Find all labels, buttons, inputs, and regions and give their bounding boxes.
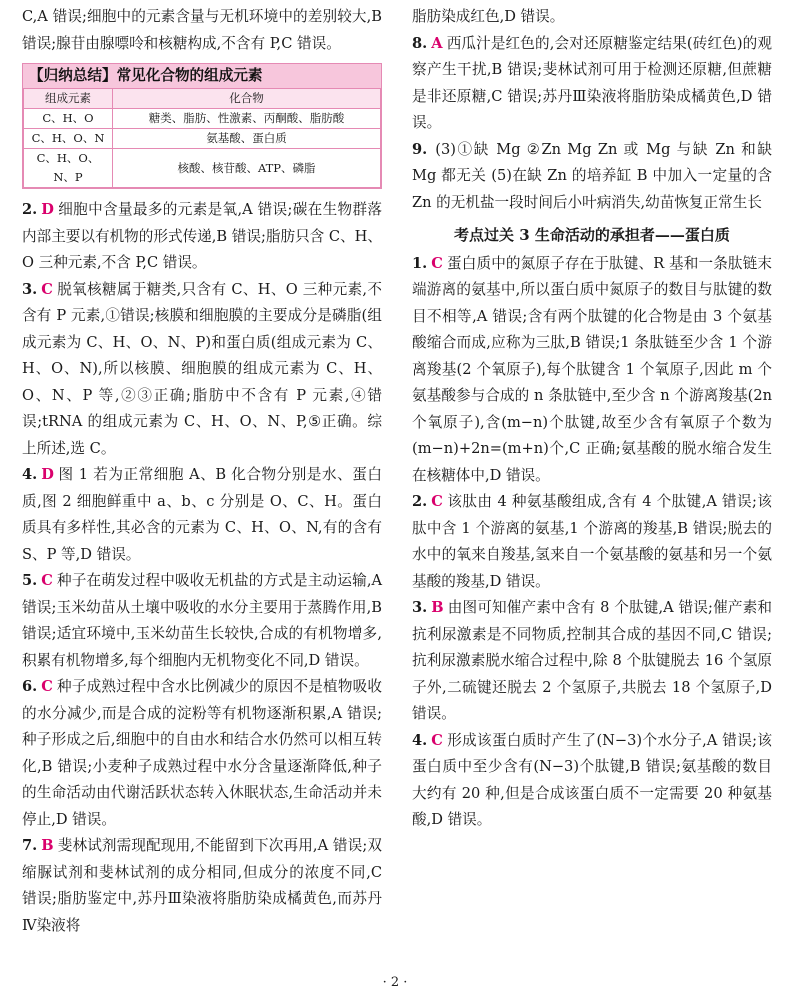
table-cell-compound: 糖类、脂肪、性激素、丙酮酸、脂肪酸: [113, 109, 381, 129]
explanation-text: 该肽由 4 种氨基酸组成,含有 4 个肽键,A 错误;该肽中含 1 个游离的氨基,1 个游离的羧基,B 错误;脱去的水中的氧来自羧基,氢来自一个氨基酸的氨基和另一个氨基酸的羧基,D 错误。: [412, 493, 772, 590]
question-number: 7.: [22, 837, 38, 854]
answer-letter: C: [41, 678, 53, 695]
explanation-text: 图 1 若为正常细胞 A、B 化合物分别是水、蛋白质,图 2 细胞鲜重中 a、b、c 分别是 O、C、H。蛋白质具有多样性,其必含的元素为 C、H、O、N,有的含有 S、P 等,D 错误。: [22, 466, 382, 563]
answer-item: [412, 251, 772, 490]
summary-title: 【归纳总结】常见化合物的组成元素: [23, 64, 381, 88]
answer-item: [22, 833, 382, 939]
answer-item: [412, 489, 772, 595]
right-column: [412, 4, 772, 834]
answer-item: [412, 728, 772, 834]
answer-letter: C: [41, 280, 53, 298]
intro-paragraph: C,A 错误;细胞中的元素含量与无机环境中的差别较大,B 错误;腺苷由腺嘌呤和核糖构成,不含有 P,C 错误。: [22, 8, 382, 52]
answer-item: [22, 674, 382, 833]
explanation-text: 细胞中含量最多的元素是氧,A 错误;碳在生物群落内部主要以有机物的形式传递,B 错误;脂肪只含 C、H、O 三种元素,不含 P,C 错误。: [22, 201, 382, 271]
answer-letter: D: [41, 466, 54, 483]
explanation-text: 种子成熟过程中含水比例减少的原因不是植物吸收的水分减少,而是合成的淀粉等有机物逐渐积累,A 错误;种子形成之后,细胞中的自由水和结合水仍然可以相互转化,B 错误;小麦种子成熟过程中水分含量逐渐降低,种子的生命活动由代谢活跃状态转入休眠状态,生命活动并未停止,D 错误。: [22, 678, 382, 828]
table-header-row: [24, 89, 381, 109]
answer-item: [412, 595, 772, 728]
table-row: [24, 149, 381, 188]
table-row: [24, 109, 381, 129]
question-number: 2.: [412, 493, 428, 510]
answer-letter: B: [431, 599, 444, 616]
question-number: 6.: [22, 678, 38, 695]
table-cell-element: C、H、O: [24, 109, 113, 129]
question-number: 3.: [412, 599, 428, 616]
answer-letter: C: [41, 572, 53, 589]
table-header-compound: 化合物: [113, 89, 381, 109]
question-number: 3.: [22, 280, 38, 298]
question-number: 8.: [412, 34, 428, 52]
answer-letter: D: [41, 201, 54, 218]
summary-box: [22, 63, 382, 189]
answer-letter: A: [431, 34, 443, 52]
answer-item: [22, 197, 382, 277]
table-cell-element: C、H、O、N: [24, 129, 113, 149]
table-cell-element: C、H、O、N、P: [24, 149, 113, 188]
section-title: 考点过关 3 生命活动的承担者——蛋白质: [454, 226, 730, 244]
question-number: 4.: [22, 466, 38, 483]
answer-letter: C: [431, 254, 443, 272]
explanation-text: 形成该蛋白质时产生了(N−3)个水分子,A 错误;该蛋白质中至少含有(N−3)个肽键,B 错误;氨基酸的数目大约有 20 种,但是合成该蛋白质不一定需要 20 种氨基酸,D 错误。: [412, 731, 772, 828]
explanation-text: 由图可知催产素中含有 8 个肽键,A 错误;催产素和抗利尿激素是不同物质,控制其合成的基因不同,C 错误;抗利尿激素脱水缩合过程中,除 8 个肽键脱去 16 个氢原子外,二硫键还脱去 2 个氢原子,共脱去 18 个氢原子,D 错误。: [412, 599, 772, 722]
page-number: · 2 ·: [382, 975, 408, 990]
explanation-text: 脱氧核糖属于糖类,只含有 C、H、O 三种元素,不含有 P 元素,①错误;核膜和细胞膜的主要成分是磷脂(组成元素为 C、H、O、N、P)和蛋白质(组成元素为 C、H、O、N),所以核膜、细胞膜的组成元素为 C、H、O、N、P 等,②③正确;脂肪中不含有 P 元素,④错误;tRNA 的组成元素为 C、H、O、N、P,⑤正确。综上所述,选 C。: [22, 280, 382, 457]
continuation-text: 脂肪染成红色,D 错误。: [412, 8, 565, 25]
explanation-text: 西瓜汁是红色的,会对还原糖鉴定结果(砖红色)的观察产生干扰,B 错误;斐林试剂可用于检测还原糖,但蔗糖是非还原糖,C 错误;苏丹Ⅲ染液将脂肪染成橘黄色,D 错误。: [412, 34, 772, 131]
answer-letter: B: [41, 837, 54, 854]
element-compound-table: [23, 88, 381, 188]
explanation-text: 蛋白质中的氮原子存在于肽键、R 基和一条肽链末端游离的氨基中,所以蛋白质中氮原子的数目与肽键的数目不相等,A 错误;含有两个肽键的化合物是由 3 个氨基酸缩合而成,应称为三肽,B 错误;1 条肽链至少含 1 个游离羧基(2 个氧原子),每个肽键含 1 个氧原子,因此 m 个氨基酸参与合成的 n 条肽链中,至少含 n 个游离羧基(2n 个氧原子),含(m−n)个肽键,故至少含有氧原子个数为(m−n)+2n=(m+n)个,C 正确;氨基酸的脱水缩合发生在核糖体中,D 错误。: [412, 254, 772, 484]
question-number: 4.: [412, 731, 428, 749]
question-number: 2.: [22, 201, 38, 218]
answer-item: [412, 137, 772, 217]
answer-letter: C: [431, 731, 443, 749]
answer-item: [22, 277, 382, 463]
explanation-text: 种子在萌发过程中吸收无机盐的方式是主动运输,A 错误;玉米幼苗从土壤中吸收的水分主要用于蒸腾作用,B 错误;适宜环境中,玉米幼苗生长较快,合成的有机物增多,积累有机物增多,每个细胞内无机物变化不同,D 错误。: [22, 572, 382, 669]
answer-item: [22, 462, 382, 568]
table-cell-compound: 核酸、核苷酸、ATP、磷脂: [113, 149, 381, 188]
question-number: 1.: [412, 254, 428, 272]
left-column: [22, 4, 382, 939]
question-number: 9.: [412, 140, 428, 158]
table-cell-compound: 氨基酸、蛋白质: [113, 129, 381, 149]
table-header-element: 组成元素: [24, 89, 113, 109]
answer-item: [22, 568, 382, 674]
table-row: [24, 129, 381, 149]
explanation-text: (3)①缺 Mg ②Zn Mg Zn 或 Mg 与缺 Zn 和缺 Mg 都无关 (5)在缺 Zn 的培养缸 B 中加入一定量的含 Zn 的无机盐一段时间后小叶病消失,幼苗恢复正常生长: [412, 140, 772, 211]
explanation-text: 斐林试剂需现配现用,不能留到下次再用,A 错误;双缩脲试剂和斐林试剂的成分相同,但成分的浓度不同,C 错误;脂肪鉴定中,苏丹Ⅲ染液将脂肪染成橘黄色,而苏丹Ⅳ染液将: [22, 837, 382, 934]
answer-letter: C: [431, 493, 443, 510]
question-number: 5.: [22, 572, 38, 589]
answer-item: [412, 31, 772, 137]
